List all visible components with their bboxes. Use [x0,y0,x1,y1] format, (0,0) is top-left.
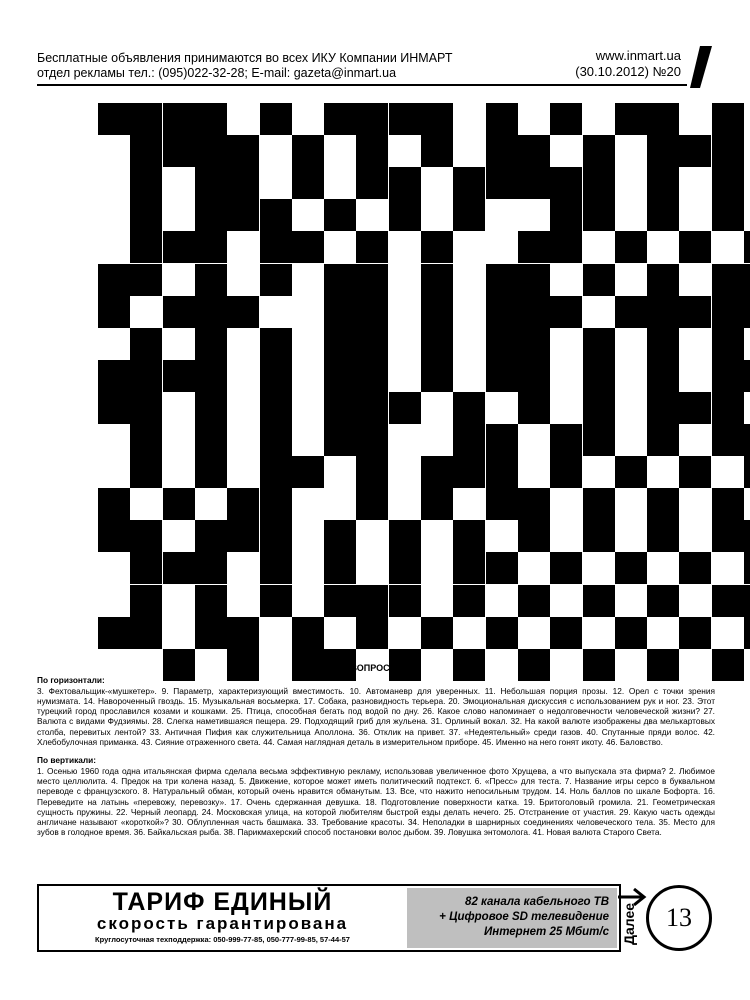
black-cell [130,585,162,617]
black-cell [356,296,388,328]
black-cell [486,424,518,456]
black-cell [679,552,711,584]
black-cell [486,552,518,584]
black-cell [292,135,324,167]
black-cell [98,296,130,328]
black-cell [647,264,679,296]
black-cell [356,424,388,456]
black-cell [389,167,421,199]
across-heading: По горизонтали: [37,675,105,686]
black-cell [356,360,388,392]
support-phones: Круглосуточная техподдержка: 050-999-77-85, 050-777-99-85, 57-44-57 [95,935,350,944]
black-cell [356,488,388,520]
black-cell [324,360,356,392]
black-cell [260,488,292,520]
black-cell [679,456,711,488]
black-cell [260,264,292,296]
black-cell [324,585,356,617]
tariff-block [41,888,404,948]
black-cell [324,296,356,328]
black-cell [744,552,750,584]
black-cell [453,456,485,488]
black-cell [260,424,292,456]
black-cell [195,520,227,552]
black-cell [647,360,679,392]
black-cell [163,231,195,263]
black-cell [227,296,259,328]
black-cell [615,296,647,328]
across-clues: 3. Фехтовальщик-«мушкетер». 9. Параметр, характеризующий вместимость. 10. Автоманевр для уверенных. 11. Небольшая порция прозы. 12. Орел с точки зрения нумизмата. 14. Навороченный гвоздь. 15. Музыкальная восьмерка. 17. Собака, разновидность терьера. 20. Эмоциональная дискуссия с использованием рук и ног. 23. Этот турецкий город прославился козами и кошками. 25. Птица, способная бегать под водой по дну. 26. Какое слово напоминает о недолговечности человеческой жизни? 27. Валюта с видами Фудзиямы. 28. Слегка наметившаяся пещера. 29. Подходящий гриб для жульена. 31. Орлиный вокал. 32. На какой валюте изображены два мелькартовых столба, перевитых лентой? 33. Античная Пифия как служительница Аполлона. 36. Отклик на привет. 37. «Недеятельный» среди газов. 40. Спутанные пряди волос. 42. Хлебобулочная приманка. 43. Сияние отраженного света. 44. Самая наглядная деталь в измерительном приборе. 45. Именно на него гонят икоту. 46. Баловство. [37,685,715,748]
black-cell [712,649,744,681]
page-number: 13 [646,885,712,951]
questions-section [37,663,715,846]
black-cell [453,520,485,552]
black-cell [453,585,485,617]
black-cell [712,488,744,520]
black-cell [195,199,227,231]
service-digital-tv: + Цифровое SD телевидение [439,911,609,923]
questions-title: ВОПРОСЫ: [350,663,402,673]
black-cell [130,167,162,199]
clue-number: 5 [359,104,367,119]
black-cell [744,456,750,488]
black-cell [260,199,292,231]
black-cell [486,135,518,167]
clue-number: 13 [230,200,245,216]
black-cell [615,231,647,263]
black-cell [260,231,292,263]
black-cell [98,360,130,392]
black-cell [647,296,679,328]
black-cell [292,617,324,649]
clue-number: 2 [197,104,206,119]
black-cell [195,328,227,360]
black-cell [356,103,388,135]
black-cell [647,135,679,167]
black-cell [550,199,582,231]
black-cell [195,167,227,199]
clue-number: 39 [585,489,600,505]
black-cell [647,392,679,424]
black-cell [227,199,259,231]
black-cell [163,135,195,167]
black-cell [421,360,453,392]
black-cell [518,360,550,392]
black-cell [712,264,744,296]
down-heading: По вертикали: [37,755,96,766]
black-cell [453,199,485,231]
black-cell [550,617,582,649]
black-cell [163,360,195,392]
black-cell [744,264,750,296]
black-cell [130,617,162,649]
black-cell [260,360,292,392]
black-cell [324,392,356,424]
black-cell [98,488,130,520]
black-cell [583,135,615,167]
black-cell [518,231,550,263]
black-cell [712,167,744,199]
black-cell [389,520,421,552]
black-cell [356,264,388,296]
black-cell [389,103,421,135]
black-cell [744,585,750,617]
black-cell [389,585,421,617]
black-cell [130,231,162,263]
black-cell [421,328,453,360]
black-cell [260,328,292,360]
black-cell [130,520,162,552]
clue-number: 27 [101,360,116,376]
black-cell [486,360,518,392]
black-cell [615,552,647,584]
black-cell [195,424,227,456]
black-cell [583,199,615,231]
black-cell [486,328,518,360]
black-cell [712,328,744,360]
black-cell [98,264,130,296]
black-cell [453,167,485,199]
black-cell [260,520,292,552]
black-cell [324,103,356,135]
black-cell [98,392,130,424]
clue-number: 40 [101,521,116,537]
site-url[interactable]: www.inmart.ua [595,48,681,63]
clue-number: 34 [424,457,439,473]
black-cell [356,617,388,649]
black-cell [421,135,453,167]
black-cell [712,103,744,135]
black-cell [260,585,292,617]
black-cell [227,617,259,649]
clue-number: 15 [197,232,213,248]
black-cell [130,328,162,360]
black-cell [518,167,550,199]
black-cell [486,167,518,199]
black-cell [324,199,356,231]
black-cell [421,488,453,520]
black-cell [486,488,518,520]
black-cell [712,135,744,167]
black-cell [518,264,550,296]
black-cell [421,103,453,135]
black-cell [421,617,453,649]
black-cell [292,456,324,488]
black-cell [130,552,162,584]
black-cell [195,392,227,424]
black-cell [98,103,130,135]
black-cell [421,456,453,488]
issue-date: (30.10.2012) №20 [575,64,681,79]
clue-number: 1 [133,104,141,119]
black-cell [227,488,259,520]
black-cell [583,392,615,424]
black-cell [583,167,615,199]
tariff-subtitle: скорость гарантирована [96,914,349,933]
black-cell [260,456,292,488]
black-cell [583,585,615,617]
black-cell [324,520,356,552]
black-cell [98,520,130,552]
black-cell [550,296,582,328]
clue-number: 43 [262,553,277,569]
black-cell [550,456,582,488]
service-internet: Интернет 25 Мбит/с [483,926,609,938]
black-cell [615,617,647,649]
black-cell [195,360,227,392]
black-cell [550,231,582,263]
black-cell [518,296,550,328]
black-cell [130,264,162,296]
black-cell [712,585,744,617]
black-cell [356,456,388,488]
clue-number: 6 [424,104,432,119]
black-cell [130,135,162,167]
black-cell [227,135,259,167]
black-cell [518,520,550,552]
black-cell [647,424,679,456]
clue-number: 33 [294,457,310,473]
black-cell [518,135,550,167]
black-cell [712,392,744,424]
black-cell [163,552,195,584]
black-cell [130,360,162,392]
black-cell [130,103,162,135]
black-cell [744,360,750,392]
black-cell [583,520,615,552]
black-cell [647,328,679,360]
black-cell [679,392,711,424]
black-cell [389,199,421,231]
black-cell [712,296,744,328]
black-cell [195,135,227,167]
black-cell [389,392,421,424]
black-cell [615,456,647,488]
black-cell [453,552,485,584]
ads-contact-line: отдел рекламы тел.: (095)022-32-28; E-mail: gazeta@inmart.ua [37,66,397,80]
clue-number: 38 [520,489,536,505]
next-label: Далее [621,902,638,946]
black-cell [647,585,679,617]
black-cell [486,617,518,649]
clue-number: 28 [520,360,536,376]
clue-number: 10 [488,136,504,152]
black-cell [356,135,388,167]
black-cell [195,231,227,263]
black-cell [679,296,711,328]
black-cell [260,392,292,424]
black-cell [324,552,356,584]
black-cell [583,328,615,360]
black-cell [163,488,195,520]
black-cell [712,520,744,552]
black-cell [712,199,744,231]
black-cell [130,456,162,488]
black-cell [453,392,485,424]
black-cell [744,520,750,552]
black-cell [647,488,679,520]
black-cell [356,167,388,199]
black-cell [712,424,744,456]
black-cell [486,296,518,328]
service-tv: 82 канала кабельного ТВ [465,896,609,908]
black-cell [292,231,324,263]
black-cell [356,392,388,424]
black-cell [744,617,750,649]
black-cell [356,585,388,617]
black-cell [518,392,550,424]
black-cell [744,231,750,263]
black-cell [550,424,582,456]
black-cell [679,231,711,263]
black-cell [324,264,356,296]
black-cell [163,103,195,135]
black-cell [679,135,711,167]
black-cell [130,424,162,456]
services-block [407,888,617,948]
black-cell [744,296,750,328]
black-cell [615,103,647,135]
black-cell [356,231,388,263]
black-cell [486,264,518,296]
black-cell [712,360,744,392]
black-cell [195,264,227,296]
black-cell [421,231,453,263]
black-cell [550,103,582,135]
black-cell [195,617,227,649]
black-cell [486,103,518,135]
tariff-title: ТАРИФ ЕДИНЫЙ [112,888,333,916]
black-cell [260,103,292,135]
black-cell [583,360,615,392]
black-cell [486,456,518,488]
black-cell [550,167,582,199]
black-cell [195,552,227,584]
black-cell [647,520,679,552]
black-cell [421,296,453,328]
ads-notice-line1: Бесплатные объявления принимаются во всех ИКУ Компании ИНМАРТ [37,51,453,65]
black-cell [227,167,259,199]
black-cell [130,199,162,231]
black-cell [518,585,550,617]
black-cell [583,488,615,520]
black-cell [227,520,259,552]
black-cell [195,103,227,135]
black-cell [98,617,130,649]
black-cell [744,424,750,456]
black-cell [453,424,485,456]
black-cell [195,456,227,488]
black-cell [260,552,292,584]
black-cell [647,103,679,135]
black-cell [518,328,550,360]
black-cell [421,264,453,296]
black-cell [647,167,679,199]
black-cell [550,552,582,584]
black-cell [324,328,356,360]
black-cell [679,617,711,649]
black-cell [130,392,162,424]
black-cell [389,552,421,584]
clue-number: 18 [101,264,116,280]
black-cell [356,328,388,360]
black-cell [195,585,227,617]
down-clues: 1. Осенью 1960 года одна итальянская фирма сделала весьма эффективную рекламу, использовав увеличенное фото Хрущева, а что выпускала эта фирма? 2. Любимое место целлюлита. 4. Предок на три колена назад. 5. Движение, которое может иметь политический подтекст. 6. «Пресс» для теста. 7. Название игры серсо в буквальном переводе с французского. 8. Натуральный обман, который очень нравится обманутым. 13. Все, что нажито непосильным трудом. 14. Ноль баллов по шкале Бофорта. 16. Переведите на латынь «перевожу, перевозку». 17. Очень сдержанная девушка. 18. Подготовление поверхности катка. 19. Бритоголовый громила. 21. Геометрическая сущность пружины. 22. Черный леопард. 24. Московская улица, на которой любителям быстрой езды делать нечего. 25. Отстранение от участия. 29. Какую часть одежды англичане называют «короткой»? 30. Облупленная часть башмака. 33. Требование красоты. 34. Неполадки в шарнирных соединениях человеческого тела. 35. Место для зубов в голодное время. 36. Байкальская рыба. 38. Парикмахерский способ постановки волос дыбом. 39. Ловушка энтомолога. 41. Новая валюта Старого Света. [37,765,715,838]
black-cell [324,424,356,456]
black-cell [583,424,615,456]
clue-number: 32 [456,425,471,440]
clue-number: 3 [262,104,270,119]
ad-banner[interactable] [37,884,621,952]
black-cell [163,296,195,328]
black-cell [647,199,679,231]
black-cell [292,167,324,199]
black-cell [518,488,550,520]
black-cell [195,296,227,328]
clue-number: 23 [101,296,116,312]
black-cell [583,264,615,296]
